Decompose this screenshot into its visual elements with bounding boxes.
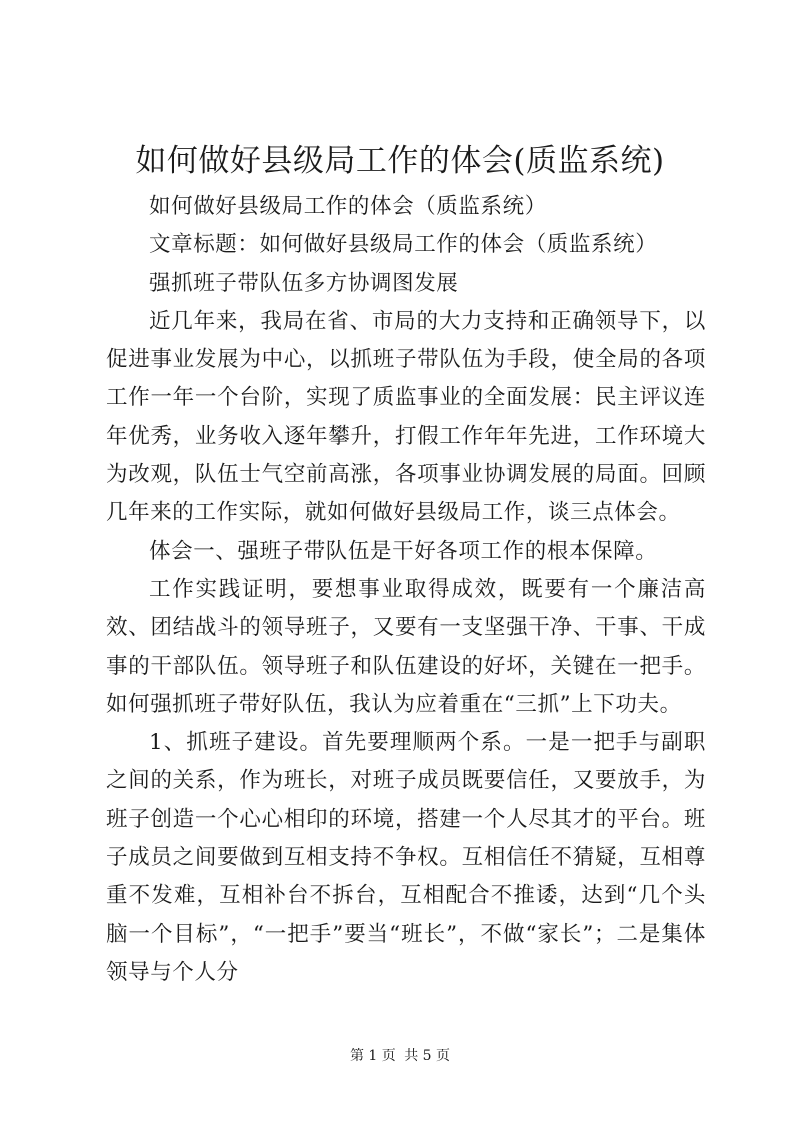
body-paragraph: 近几年来，我局在省、市局的大力支持和正确领导下，以促进事业发展为中心，以抓班子带队伍为手段，使全局的各项工作一年一个台阶，实现了质监事业的全面发展：民主评议连年优秀，业务收入逐年攀升，打假工作年年先进，工作环境大为改观，队伍士气空前高涨，各项事业协调发展的局面。回顾几年来的工作实际，就如何做好县级局工作，谈三点体会。: [106, 308, 706, 526]
page-number: 第 1 页: [349, 1048, 396, 1064]
page-footer: [0, 1046, 800, 1066]
article-title-paragraph: 文章标题：如何做好县级局工作的体会（质监系统）: [149, 232, 658, 258]
document-body: [106, 188, 706, 992]
subtitle-paragraph: 如何做好县级局工作的体会（质监系统）: [149, 194, 547, 219]
body-paragraph: 1、抓班子建设。首先要理顺两个系。一是一把手与副职之间的关系，作为班长，对班子成员既要信任，又要放手，为班子创造一个心心相印的环境，搭建一个人尽其才的平台。班子成员之间要做到互相支持不争权。互相信任不猜疑，互相尊重不发难，互相补台不拆台，互相配合不推诿，达到“几个头脑一个目标”，“一把手”要当“班长”，不做“家长”；二是集体领导与个人分: [106, 730, 706, 985]
body-paragraph: 体会一、强班子带队伍是干好各项工作的根本保障。: [149, 538, 658, 564]
section-heading-paragraph: 强抓班子带队伍多方协调图发展: [149, 270, 459, 296]
body-paragraph: 工作实践证明，要想事业取得成效，既要有一个廉洁高效、团结战斗的领导班子，又要有一支坚强干净、干事、干成事的干部队伍。领导班子和队伍建设的好坏，关键在一把手。如何强抓班子带好队伍，我认为应着重在“三抓”上下功夫。: [106, 576, 706, 717]
page-total: 共 5 页: [404, 1048, 451, 1064]
document-title: 如何做好县级局工作的体会(质监系统): [135, 143, 665, 179]
